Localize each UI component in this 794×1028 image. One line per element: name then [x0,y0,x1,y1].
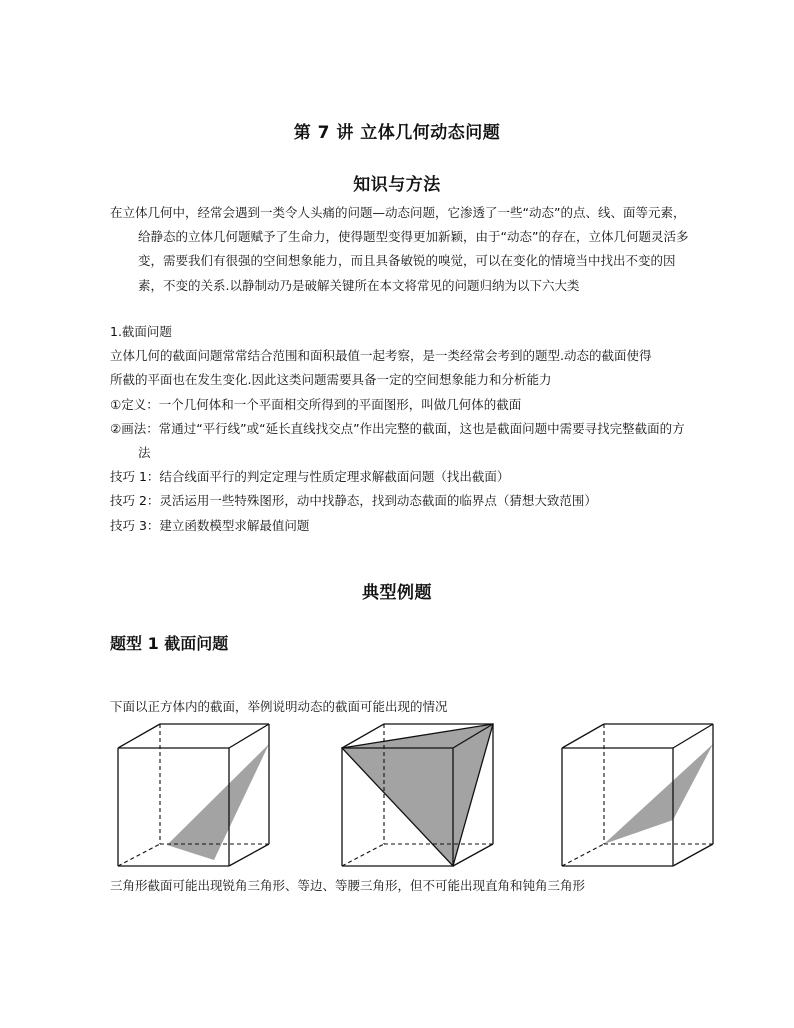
triangle-section-1 [167,744,269,860]
knowledge-heading: 知识与方法 [353,175,441,195]
section1-block [110,320,690,538]
definition-line: ①定义：一个几何体和一个平面相交所得到的平面图形，叫做几何体的截面 [110,396,522,412]
type1-heading: 题型 1 截面问题 [110,634,229,653]
section1-description: 立体几何的截面问题常常结合范围和面积最值一起考察，是一类经常会考到的题型.动态的截面使得 [110,348,652,364]
cube-figure-1 [112,720,282,872]
triangle-section-2 [342,724,493,866]
tip-3: 技巧 3：建立函数模型求解最值问题 [110,517,310,533]
typical-examples-heading: 典型例题 [362,583,432,603]
triangle-section-3 [604,744,713,844]
tip-2: 技巧 2：灵活运用一些特殊图形，动中找静态，找到动态截面的临界点（猜想大致范围） [110,493,597,509]
intro-block [110,201,690,298]
method-line: ②画法：常通过“平行线”或“延长直线找交点”作出完整的截面，这也是截面问题中需要寻找完整截面的方法 [110,420,685,461]
intro-paragraph: 在立体几何中，经常会遇到一类令人头痛的问题—动态问题，它渗透了一些“动态”的点、线、面等元素，给静态的立体几何题赋予了生命力，使得题型变得更加新颖，由于“动态”的存在，立体几何题灵活多变，需要我们有很强的空间想象能力，而且具备敏锐的嗅觉，可以在变化的情境当中找出不变的因素，不变的关系.以静制动乃是破解关键所在本文将常见的问题归纳为以下六大类 [110,205,689,293]
section1-description-2: 所截的平面也在发生变化.因此这类问题需要具备一定的空间想象能力和分析能力 [110,372,552,388]
tip-1: 技巧 1：结合线面平行的判定定理与性质定理求解截面问题（找出截面） [110,469,510,485]
figure-caption: 三角形截面可能出现锐角三角形、等边、等腰三角形，但不可能出现直角和钝角三角形 [110,878,586,893]
cube-figure-3 [556,720,726,872]
figure-intro: 下面以正方体内的截面，举例说明动态的截面可能出现的情况 [110,699,448,714]
section1-title: 1.截面问题 [110,324,172,339]
cube-figure-2 [336,720,506,872]
lecture-title: 第 7 讲 立体几何动态问题 [293,123,501,143]
